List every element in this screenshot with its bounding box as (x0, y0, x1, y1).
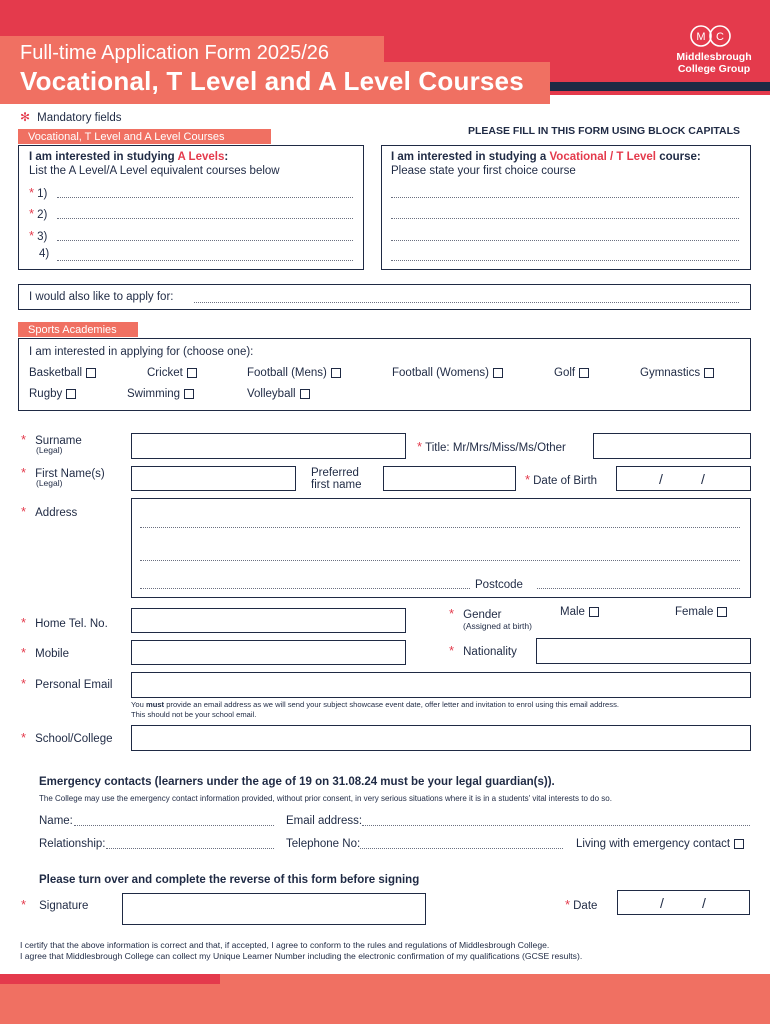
email-input[interactable] (131, 672, 751, 698)
male-label: Male (560, 606, 585, 618)
emergency-heading: Emergency contacts (learners under the age of 19 on 31.08.24 must be your legal guardian(s)). (39, 776, 555, 788)
sign-date-separator-2: / (702, 895, 706, 911)
alevel-line-3[interactable] (29, 228, 354, 243)
alevel-line-number: 4) (39, 248, 50, 260)
turn-over-note: Please turn over and complete the reverse of this form before signing (39, 874, 420, 886)
alevel-heading-prefix: I am interested in studying (29, 151, 178, 163)
volleyball-checkbox[interactable] (300, 389, 310, 399)
home-tel-label: Home Tel. No. (35, 618, 108, 630)
vocational-box (381, 145, 751, 270)
preferred-name-input[interactable] (383, 466, 516, 491)
vocational-line-4-input[interactable] (391, 260, 739, 261)
address-line-3 (140, 588, 470, 589)
emergency-name-input[interactable] (74, 825, 274, 826)
required-asterisk: * (21, 676, 27, 691)
alevel-line-2[interactable] (29, 206, 354, 221)
address-line-1 (140, 527, 740, 528)
first-names-label-group (21, 465, 105, 480)
living-with-option[interactable] (576, 838, 744, 850)
rugby-checkbox[interactable] (66, 389, 76, 399)
also-apply-label: I would also like to apply for: (29, 291, 174, 303)
sport-option-golf[interactable] (554, 367, 589, 379)
living-with-checkbox[interactable] (734, 839, 744, 849)
mandatory-note (20, 110, 122, 124)
address-label-group (21, 504, 77, 519)
gymnastics-checkbox[interactable] (704, 368, 714, 378)
college-name-line2: College Group (677, 63, 751, 75)
sport-label: Football (Womens) (392, 367, 489, 379)
sign-date-input[interactable] (617, 890, 750, 915)
alevel-instruction: List the A Level/A Level equivalent courses below (29, 165, 280, 177)
nationality-label-group (449, 643, 517, 658)
header-navy-strip (548, 82, 770, 91)
sign-date-label-group (565, 897, 597, 912)
sports-section-label: Sports Academies (18, 322, 138, 337)
title-label-group (417, 439, 566, 454)
sport-label: Volleyball (247, 388, 296, 400)
block-capitals-note: PLEASE FILL IN THIS FORM USING BLOCK CAPITALS (468, 125, 741, 137)
preferred-name-label-line1: Preferred (311, 467, 359, 479)
required-asterisk: * (21, 465, 27, 480)
football-mens-checkbox[interactable] (331, 368, 341, 378)
alevel-line-4[interactable] (29, 248, 354, 260)
school-input[interactable] (131, 725, 751, 751)
email-note-line1 (131, 700, 756, 710)
emergency-relationship-label: Relationship: (39, 838, 106, 850)
first-names-input[interactable] (131, 466, 296, 491)
alevel-line-1-input[interactable] (57, 197, 353, 198)
signature-label: Signature (39, 900, 89, 912)
form-subtitle: Vocational, T Level and A Level Courses (20, 66, 524, 96)
male-checkbox[interactable] (589, 607, 599, 617)
title-label: Title: Mr/Mrs/Miss/Ms/Other (425, 442, 566, 454)
required-asterisk: * (449, 643, 455, 658)
address-label: Address (35, 507, 78, 519)
required-asterisk: * (21, 645, 27, 660)
signature-label-group (21, 897, 88, 912)
surname-sub: (Legal) (36, 445, 63, 455)
dob-separator-2: / (701, 471, 705, 487)
mobile-input[interactable] (131, 640, 406, 665)
declaration (20, 940, 760, 962)
gender-option-female[interactable] (675, 606, 727, 618)
required-asterisk: * (449, 606, 455, 621)
sport-label: Golf (554, 367, 576, 379)
gender-sub: (Assigned at birth) (463, 621, 532, 631)
emergency-name-label: Name: (39, 815, 73, 827)
footer-accent (0, 974, 220, 984)
first-names-label: First Name(s) (35, 468, 105, 480)
alevel-line-4-input[interactable] (57, 260, 353, 261)
sport-label: Rugby (29, 388, 63, 400)
required-asterisk: * (21, 615, 27, 630)
sport-label: Football (Mens) (247, 367, 327, 379)
mobile-label-group (21, 645, 69, 660)
emergency-email-label: Email address: (286, 815, 363, 827)
vocational-line-1-input[interactable] (391, 197, 739, 198)
required-asterisk: * (21, 897, 27, 912)
gender-label-group (449, 606, 501, 621)
sport-option-volleyball[interactable] (247, 388, 310, 400)
emergency-telephone-input[interactable] (360, 848, 563, 849)
sport-label: Gymnastics (640, 367, 701, 379)
alevel-heading-highlight: A Levels (177, 151, 225, 163)
required-asterisk: * (21, 504, 27, 519)
signature-input[interactable] (122, 893, 426, 925)
required-asterisk: * (21, 432, 27, 447)
college-name (672, 51, 756, 75)
cricket-checkbox[interactable] (187, 368, 197, 378)
declaration-line1: I certify that the above information is correct and that, if accepted, I agree to conform to the rules and regulations of Middlesbrough College. (20, 940, 550, 950)
address-input[interactable] (131, 498, 751, 598)
sport-option-football-womens[interactable] (392, 367, 503, 379)
vocational-heading-highlight: Vocational / T Level (549, 151, 656, 163)
living-with-label: Living with emergency contact (576, 838, 731, 850)
sport-option-swimming[interactable] (127, 388, 194, 400)
required-asterisk: * (565, 897, 571, 912)
title-input[interactable] (593, 433, 751, 459)
gender-label: Gender (463, 609, 502, 621)
vocational-line-3-input[interactable] (391, 240, 739, 241)
required-asterisk: * (417, 439, 423, 454)
vocational-heading (391, 151, 701, 163)
email-note-post: provide an email address as we will send your subject showcase event date, offer letter and invitation to enrol using this email address. (164, 700, 619, 709)
required-asterisk: * (525, 472, 531, 487)
logo-letter-c: C (716, 31, 724, 43)
courses-section-label: Vocational, T Level and A Level Courses (18, 129, 271, 144)
required-asterisk: * (29, 185, 35, 200)
email-note (131, 700, 756, 720)
email-note-bold: must (145, 700, 165, 709)
basketball-checkbox[interactable] (86, 368, 96, 378)
sport-label: Swimming (127, 388, 181, 400)
sport-option-cricket[interactable] (147, 367, 197, 379)
email-label: Personal Email (35, 679, 113, 691)
emergency-note: The College may use the emergency contact information provided, without prior consent, in very serious situations where it is in a students' vital interests to do so. (39, 794, 612, 803)
sport-option-basketball[interactable] (29, 367, 96, 379)
emergency-relationship-input[interactable] (106, 848, 274, 849)
sports-intro: I am interested in applying for (choose one): (29, 346, 254, 358)
address-line-2 (140, 560, 740, 561)
female-label: Female (675, 606, 714, 618)
golf-checkbox[interactable] (579, 368, 589, 378)
emergency-email-input[interactable] (362, 825, 750, 826)
mobile-label: Mobile (35, 648, 70, 660)
sport-label: Basketball (29, 367, 83, 379)
gender-option-male[interactable] (560, 606, 599, 618)
postcode-label: Postcode (475, 579, 523, 591)
home-tel-input[interactable] (131, 608, 406, 633)
nationality-label: Nationality (463, 646, 517, 658)
sign-date-label: Date (573, 900, 598, 912)
vocational-heading-prefix: I am interested in studying a (391, 151, 550, 163)
alevel-line-3-input[interactable] (57, 240, 353, 241)
preferred-name-label (311, 467, 362, 491)
vocational-heading-suffix: course: (656, 151, 701, 163)
sport-option-football-mens[interactable] (247, 367, 341, 379)
preferred-name-label-line2: first name (311, 479, 362, 491)
vocational-instruction: Please state your first choice course (391, 165, 576, 177)
required-asterisk: * (29, 228, 35, 243)
mandatory-asterisk-icon: ✻ (20, 110, 31, 124)
female-checkbox[interactable] (717, 607, 727, 617)
also-apply-input[interactable] (194, 302, 739, 303)
home-tel-label-group (21, 615, 108, 630)
required-asterisk: * (21, 730, 27, 745)
logo-letter-m: M (696, 31, 706, 43)
vocational-line-2-input[interactable] (391, 218, 739, 219)
alevel-line-number: 1) (37, 188, 48, 200)
alevel-line-number: 3) (37, 231, 48, 243)
alevel-heading (29, 151, 228, 163)
form-title: Full-time Application Form 2025/26 (20, 42, 330, 64)
college-name-line1: Middlesbrough (676, 51, 752, 63)
dob-label: Date of Birth (533, 475, 598, 487)
sport-option-rugby[interactable] (29, 388, 76, 400)
nationality-input[interactable] (536, 638, 751, 664)
college-logo-icon (690, 25, 734, 47)
first-names-sub: (Legal) (36, 478, 63, 488)
school-label: School/College (35, 733, 113, 745)
mandatory-note-text: Mandatory fields (37, 112, 122, 124)
postcode-input[interactable] (537, 588, 740, 589)
email-label-group (21, 676, 112, 691)
school-label-group (21, 730, 112, 745)
sport-label: Cricket (147, 367, 183, 379)
required-asterisk: * (29, 206, 35, 221)
dob-separator-1: / (659, 471, 663, 487)
declaration-line2: I agree that Middlesbrough College can collect my Unique Learner Number including the electronic confirmation of my qualifications (GCSE results). (20, 951, 583, 961)
sport-option-gymnastics[interactable] (640, 367, 714, 379)
emergency-telephone-label: Telephone No: (286, 838, 361, 850)
surname-input[interactable] (131, 433, 406, 459)
dob-label-group (525, 472, 597, 487)
alevel-line-1[interactable] (29, 185, 354, 200)
alevel-line-number: 2) (37, 209, 48, 221)
surname-label: Surname (35, 435, 82, 447)
dob-input[interactable] (616, 466, 751, 491)
alevel-line-2-input[interactable] (57, 218, 353, 219)
football-womens-checkbox[interactable] (493, 368, 503, 378)
alevel-heading-suffix: : (224, 151, 229, 163)
swimming-checkbox[interactable] (184, 389, 194, 399)
email-note-line2: This should not be your school email. (131, 710, 257, 719)
email-note-pre: You (131, 700, 146, 709)
sign-date-separator-1: / (660, 895, 664, 911)
